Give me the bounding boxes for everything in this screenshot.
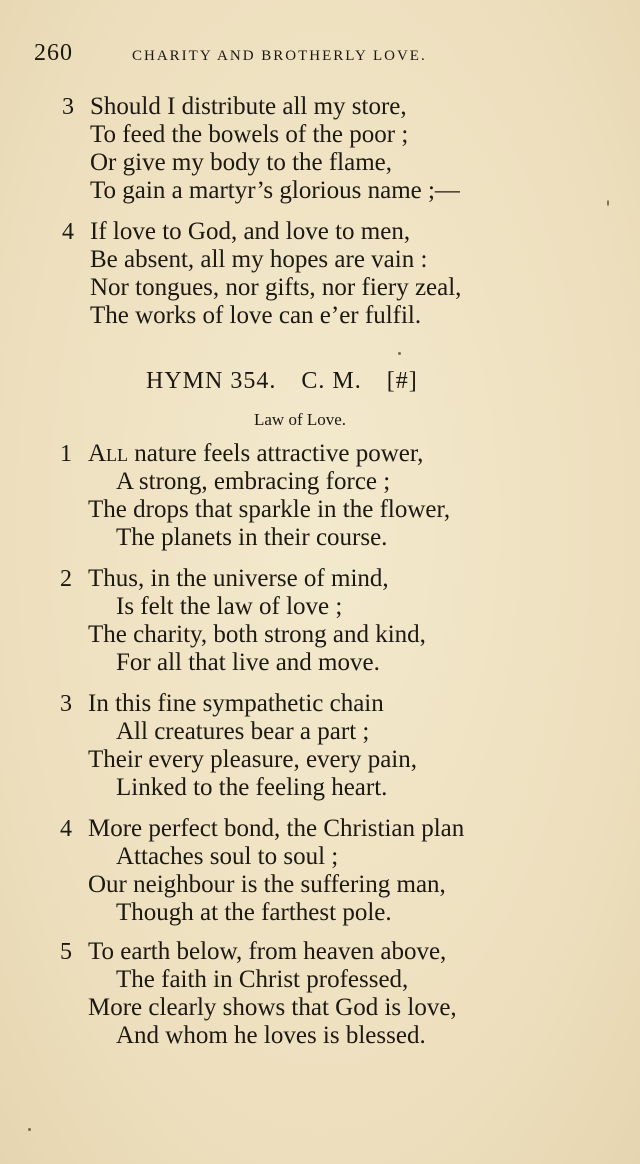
verse-line: Is felt the law of love ; bbox=[116, 593, 343, 620]
verse-line: Their every pleasure, every pain, bbox=[88, 746, 418, 773]
verse-line: Linked to the feeling heart. bbox=[116, 774, 388, 801]
verse-line-rest: nature feels attractive power, bbox=[134, 440, 424, 467]
stanza-number: 4 bbox=[62, 219, 74, 245]
verse-line: The charity, both strong and kind, bbox=[88, 621, 426, 648]
hymn-mark: [#] bbox=[386, 368, 418, 394]
verse-line: Thus, in the universe of mind, bbox=[88, 565, 389, 592]
verse-line: Though at the farthest pole. bbox=[116, 899, 392, 926]
verse-line: Our neighbour is the suffering man, bbox=[88, 871, 446, 898]
running-title: CHARITY AND BROTHERLY LOVE. bbox=[132, 48, 427, 64]
verse-line: To gain a martyr’s glorious name ;— bbox=[90, 177, 460, 204]
verse-line: And whom he loves is blessed. bbox=[116, 1022, 426, 1049]
verse-line bbox=[88, 440, 423, 468]
verse-line: Or give my body to the flame, bbox=[90, 149, 393, 176]
verse-line: Be absent, all my hopes are vain : bbox=[90, 246, 428, 273]
verse-line: In this fine sympathetic chain bbox=[88, 690, 384, 717]
stanza-number: 4 bbox=[60, 816, 72, 842]
verse-line: If love to God, and love to men, bbox=[90, 218, 411, 245]
paper-speck bbox=[398, 352, 401, 355]
paper-speck bbox=[607, 200, 609, 206]
verse-line: To feed the bowels of the poor ; bbox=[90, 121, 409, 148]
verse-line: All creatures bear a part ; bbox=[116, 718, 370, 745]
stanza-number: 1 bbox=[60, 441, 72, 467]
stanza-number: 3 bbox=[62, 94, 74, 120]
verse-line: The drops that sparkle in the flower, bbox=[88, 496, 451, 523]
first-word: All bbox=[88, 440, 129, 467]
verse-line: For all that live and move. bbox=[116, 649, 380, 676]
hymn-subtitle: Law of Love. bbox=[254, 410, 347, 429]
stanza-number: 3 bbox=[60, 691, 72, 717]
hymn-label: HYMN 354. bbox=[146, 368, 277, 394]
verse-line: Attaches soul to soul ; bbox=[116, 843, 339, 870]
hymn-heading bbox=[146, 368, 418, 395]
verse-line: A strong, embracing force ; bbox=[116, 468, 391, 495]
verse-line: The planets in their course. bbox=[116, 524, 388, 551]
verse-line: The faith in Christ professed, bbox=[116, 966, 409, 993]
paper-speck bbox=[28, 1128, 31, 1131]
verse-line: To earth below, from heaven above, bbox=[88, 938, 447, 965]
verse-line: More perfect bond, the Christian plan bbox=[88, 815, 465, 842]
stanza-number: 2 bbox=[60, 566, 72, 592]
verse-line: More clearly shows that God is love, bbox=[88, 994, 457, 1021]
verse-line: Should I distribute all my store, bbox=[90, 93, 407, 120]
hymn-meter: C. M. bbox=[301, 368, 362, 394]
stanza-number: 5 bbox=[60, 939, 72, 965]
page-number: 260 bbox=[34, 40, 73, 66]
page-header bbox=[34, 40, 504, 72]
verse-line: The works of love can e’er fulfil. bbox=[90, 302, 422, 329]
verse-line: Nor tongues, nor gifts, nor fiery zeal, bbox=[90, 274, 462, 301]
